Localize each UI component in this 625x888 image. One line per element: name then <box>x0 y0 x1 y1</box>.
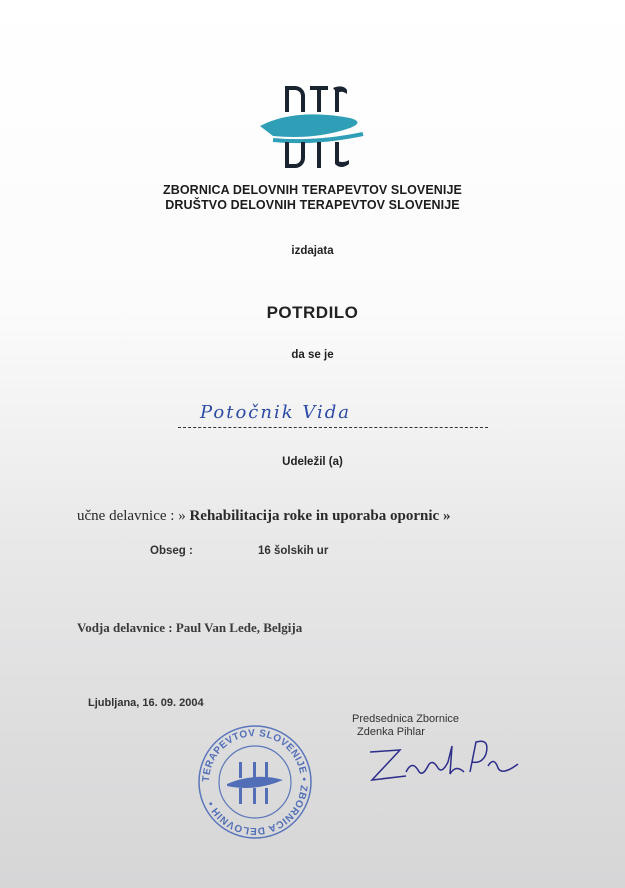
workshop-line <box>77 508 450 525</box>
scope-value: 16 šolskih ur <box>258 545 329 557</box>
president-name: Zdenka Pihlar <box>357 726 425 738</box>
signature <box>360 732 530 792</box>
dts-logo-icon <box>255 78 370 176</box>
workshop-prefix: učne delavnice : » <box>77 508 186 524</box>
attended-text: Udeležil (a) <box>282 456 343 468</box>
president-title: Predsednica Zbornice <box>352 713 460 725</box>
page-title: POTRDILO <box>266 303 359 322</box>
logo <box>255 78 370 176</box>
name-line <box>178 427 488 428</box>
org-line-1: ZBORNICA DELOVNIH TERAPEVTOV SLOVENIJE <box>163 183 462 197</box>
workshop-leader: Vodja delavnice : Paul Van Lede, Belgija <box>77 620 303 635</box>
subtitle: da se je <box>291 349 334 361</box>
seal-icon <box>195 722 315 842</box>
scope-label: Obseg : <box>150 545 193 557</box>
stamp-text: TERAPEVTOV SLOVENIJE • ZBORNICA DELOVNIH • <box>200 727 310 837</box>
workshop-title: Rehabilitacija roke in uporaba opornic » <box>185 508 451 524</box>
issuer-text: izdajata <box>291 245 334 257</box>
org-line-2: DRUŠTVO DELOVNIH TERAPEVTOV SLOVENIJE <box>165 198 460 212</box>
signature-icon <box>360 732 530 792</box>
stamp <box>195 722 315 842</box>
place-date: Ljubljana, 16. 09. 2004 <box>88 697 204 709</box>
recipient-name: Potočnik Vida <box>200 402 352 423</box>
